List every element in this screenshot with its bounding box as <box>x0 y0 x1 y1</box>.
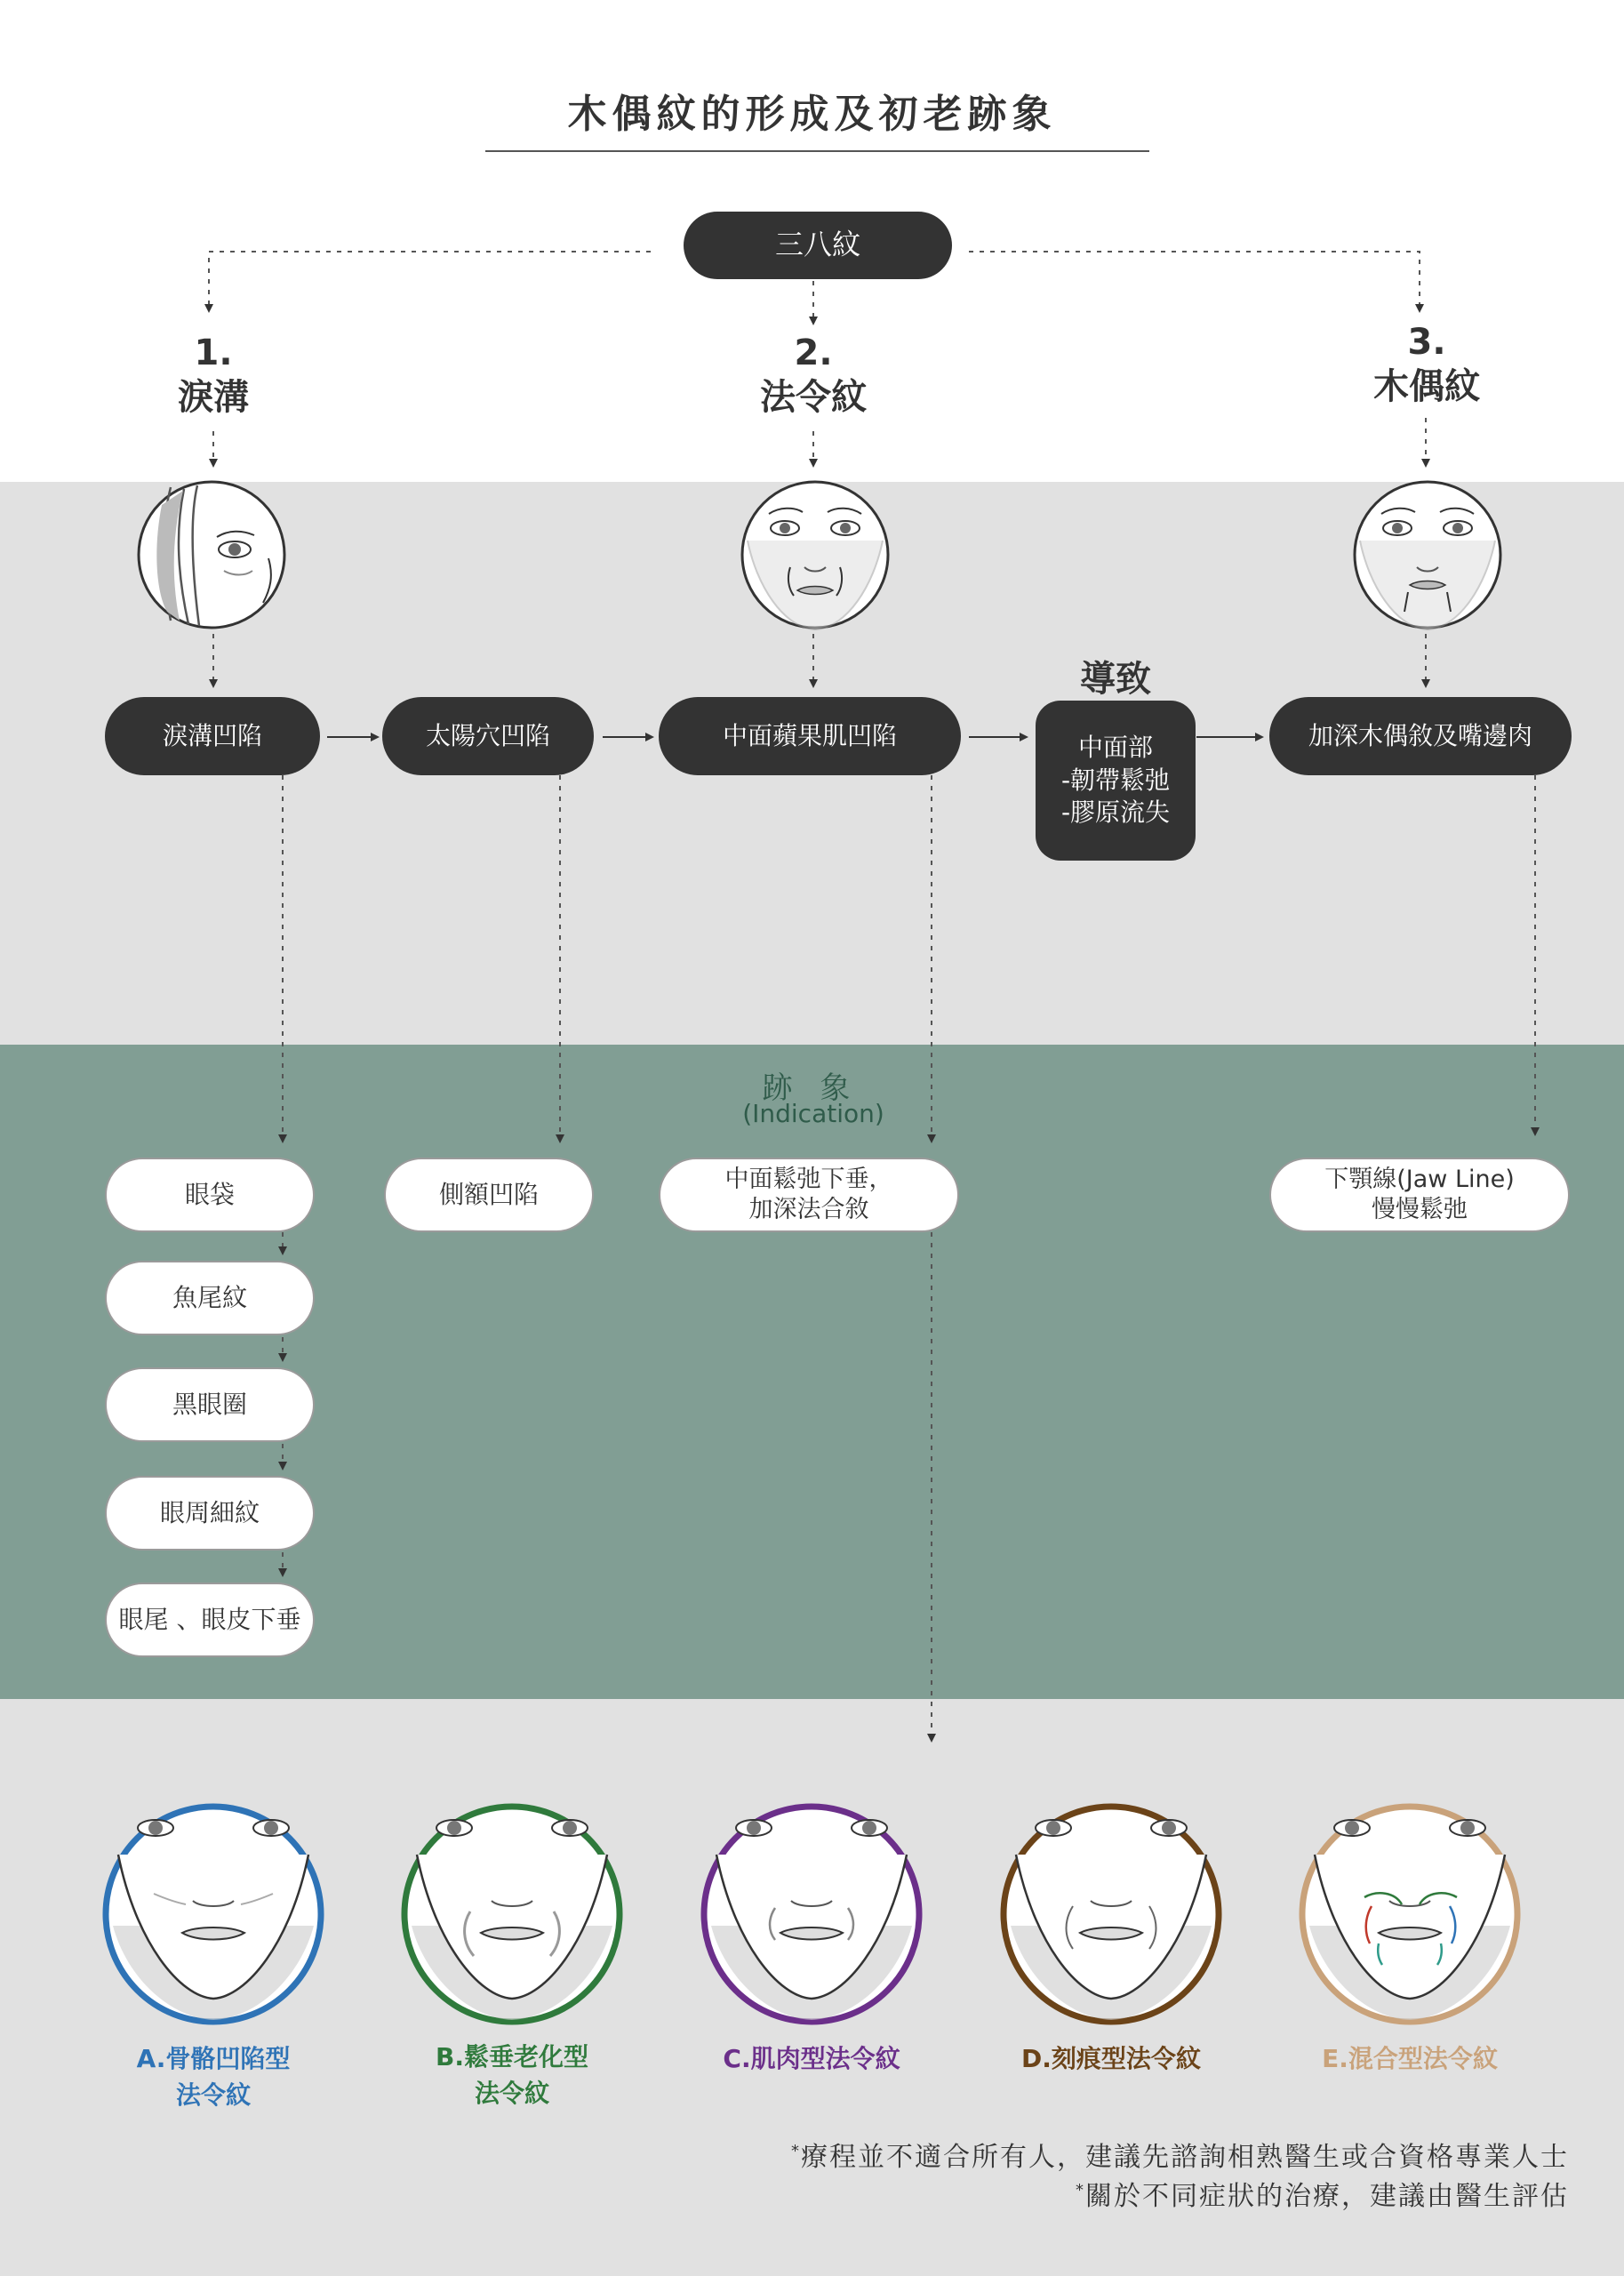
title-underline <box>485 150 1149 152</box>
cause-number: 1. <box>194 333 233 373</box>
midface-title: 中面部 <box>1077 733 1153 763</box>
cause-nasolabial-label <box>724 331 902 420</box>
sign-crows-feet: 魚尾紋 <box>105 1261 315 1335</box>
indication-subtitle: (Indication) <box>742 1099 884 1128</box>
sign-eye-fine-lines: 眼周細紋 <box>105 1476 315 1551</box>
indication-title: 跡 象 <box>762 1070 860 1106</box>
sign-midface-line-1: 中面鬆弛下垂， <box>724 1166 893 1194</box>
footnotes <box>791 2138 1569 2216</box>
page-title: 木偶紋的形成及初老跡象 <box>567 92 1057 137</box>
type-e-portrait <box>1297 1801 1523 2027</box>
sign-midface-line-2: 加深法合敘 <box>748 1196 869 1223</box>
node-marionette-deepen: 加深木偶敘及嘴邊肉 <box>1269 697 1572 775</box>
type-b-portrait <box>399 1801 625 2027</box>
nasolabial-portrait <box>739 478 892 631</box>
sign-midface-sagging <box>659 1158 959 1232</box>
type-e-line-1: E.混合型法令紋 <box>1322 2044 1498 2073</box>
node-sanba-lines: 三八紋 <box>684 212 952 279</box>
type-e-label <box>1285 2041 1534 2078</box>
type-b-line-2: 法令紋 <box>474 2078 549 2108</box>
type-a-line-2: 法令紋 <box>175 2080 251 2110</box>
type-c-portrait <box>699 1801 924 2027</box>
type-a-line-1: A.骨骼凹陷型 <box>136 2044 291 2073</box>
type-a-portrait <box>100 1801 326 2027</box>
result-label: 導致 <box>1080 659 1151 700</box>
type-b-label <box>405 2040 619 2112</box>
sign-eye-bags: 眼袋 <box>105 1158 315 1232</box>
cause-number: 2. <box>794 333 833 373</box>
sign-jaw-line-2: 慢慢鬆弛 <box>1372 1196 1468 1223</box>
footnote-1: *療程並不適合所有人，建議先諮詢相熟醫生或合資格專業人士 <box>791 2142 1569 2173</box>
type-d-line-1: D.刻痕型法令紋 <box>1021 2044 1201 2073</box>
type-b-line-1: B.鬆垂老化型 <box>436 2042 588 2072</box>
sign-jaw-line-1: 下顎線(Jaw Line) <box>1324 1166 1515 1194</box>
cause-number: 3. <box>1407 322 1446 363</box>
cause-tear-trough-label <box>151 331 276 420</box>
cause-name: 木偶紋 <box>1373 366 1480 407</box>
tear-trough-portrait <box>135 478 288 631</box>
sign-dark-circles: 黑眼圈 <box>105 1367 315 1442</box>
type-a-label <box>107 2041 320 2113</box>
type-c-line-1: C.肌肉型法令紋 <box>723 2044 900 2073</box>
midface-line-1: -韌帶鬆弛 <box>1060 765 1171 795</box>
sign-eyelid-droop: 眼尾 、眼皮下垂 <box>105 1583 315 1657</box>
type-c-label <box>687 2041 936 2078</box>
cause-marionette-label <box>1338 320 1516 409</box>
sign-jawline-sagging <box>1269 1158 1570 1232</box>
type-d-label <box>987 2041 1236 2078</box>
footnote-2-text: 關於不同症狀的治療，建議由醫生評估 <box>1085 2180 1569 2212</box>
cause-name: 淚溝 <box>178 377 249 418</box>
marionette-portrait <box>1351 478 1504 631</box>
footnote-1-text: 療程並不適合所有人，建議先諮詢相熟醫生或合資格專業人士 <box>801 2142 1569 2173</box>
node-midface-cause <box>1036 701 1196 861</box>
node-tear-trough-hollow: 淚溝凹陷 <box>105 697 320 775</box>
footnote-2: *關於不同症狀的治療，建議由醫生評估 <box>1076 2180 1569 2212</box>
midface-line-2: -膠原流失 <box>1060 797 1171 828</box>
cause-name: 法令紋 <box>760 377 867 418</box>
node-midface-apple-hollow: 中面蘋果肌凹陷 <box>659 697 961 775</box>
type-d-portrait <box>998 1801 1224 2027</box>
node-temple-hollow: 太陽穴凹陷 <box>382 697 594 775</box>
sign-temple-hollow: 側額凹陷 <box>384 1158 594 1232</box>
